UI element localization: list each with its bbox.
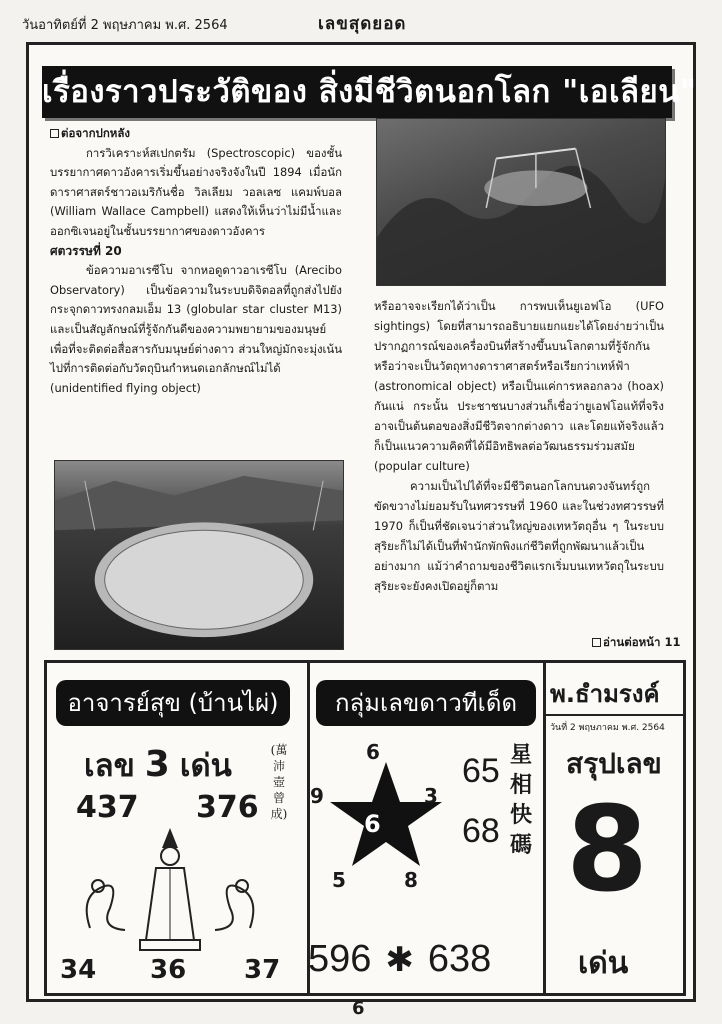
panel2-bottom-numbers: 596 ✱ 638 <box>308 938 492 980</box>
article-paragraph: ความเป็นไปได้ที่จะมีชีวิตนอกโลกบนดวงจันทร์ถูกขัดขวางไม่ยอมรับในทศวรรษที่ 1960 และในช่วงทศวรรษที่ 1970 ก็เป็นที่ชัดเจนว่าส่วนใหญ่ของเทหวัตถุอื่น ๆ ในระบบสุริยะก็ไม่ได้เป็นที่พำนักพักพิงแก่ชีวิตที่ถูกพัฒนาแล้วเป็นอย่างมาก แม้ว่าคำถามของชีวิตแรกเริ่มบนเทหวัตถุในระบบสุริยะจะยังคงเปิดอยู่ก็ตาม <box>374 479 664 593</box>
star-number: 6 <box>366 740 380 764</box>
panel1-number: 437 <box>76 790 139 825</box>
panel1-number: 376 <box>196 790 259 825</box>
article-column-right <box>374 296 664 596</box>
section-heading: ศตวรรษที่ 20 <box>50 243 122 258</box>
article-paragraph: หรืออาจจะเรียกได้ว่าเป็น การพบเห็นยูเอฟโอ (UFO sightings) โดยที่สามารถอธิบายแยกแยะได้โดยง่ายว่าเป็นปรากฏการณ์ของเครื่องบินที่สร้างขึ้นบนโลกตามที่รู้จักกันหรือว่าจะเป็นวัตถุทางดาราศาสตร์หรือเรียกว่าเทห์ฟ้า (astronomical object) หรือเป็นแค่การหลอกลวง (hoax) กันแน่ กระนั้น ประชาชนบางส่วนก็เชื่อว่ายูเอฟโอแท้ที่จริงอาจเป็นต้นตอของสิ่งมีชีวิตจากต่างดาว และโดยแท้จริงแล้ว ก็เป็นแนวความคิดที่ได้มีอิทธิพลต่อวัฒนธรรมร่วมสมัย (popular culture) <box>374 299 664 473</box>
asterisk-icon: ✱ <box>385 941 414 979</box>
panel2-title: กลุ่มเลขดาวทีเด็ด <box>316 680 536 726</box>
panel1-number: 34 <box>60 955 97 985</box>
article-column-left <box>50 124 342 398</box>
panel-divider <box>543 663 546 993</box>
panel3-title: พ.ธำมรงค์ <box>550 680 660 708</box>
page-number: 6 <box>352 998 365 1019</box>
panel1-side-text: (萬沛壺曾成) <box>270 743 288 821</box>
read-more-link[interactable]: อ่านต่อหน้า 11 <box>592 634 681 652</box>
panel1-lead: เลข 3 เด่น <box>84 744 232 785</box>
star-number: 6 <box>364 810 381 838</box>
panel1-number: 36 <box>150 955 187 985</box>
panel2-pair-number: 65 <box>462 752 500 790</box>
star-number: 5 <box>332 868 346 892</box>
star-number: 3 <box>424 784 438 808</box>
panel1-title: อาจารย์สุข (บ้านไผ่) <box>56 680 290 726</box>
article-title: เรื่องราวประวัติของ สิ่งมีชีวิตนอกโลก "เอเลียน" <box>42 66 672 118</box>
article-paragraph: ข้อความอาเรซีโบ จากหอดูดาวอาเรซีโบ (Arecibo Observatory) เป็นข้อความในระบบดิจิตอลที่ถูกส่งไปยังกระจุกดาวทรงกลมเอ็ม 13 (globular star cluster M13) และเป็นสัญลักษณ์ที่รู้จักกันดีของความพยายามของมนุษย์เพื่อที่จะติดต่อสื่อสารกับมนุษย์ต่างดาว ส่วนใหญ่มักจะมุ่งเน้นไปที่การติดต่อกับวัตถุบินกำหนดเอกลักษณ์ไม่ได้ (unidentified flying object) <box>50 263 342 395</box>
masthead: เลขสุดยอด <box>318 14 407 34</box>
panel3-big-number: 8 <box>566 780 649 918</box>
panel3-date: วันที่ 2 พฤษภาคม พ.ศ. 2564 <box>550 723 665 733</box>
panel3-rule <box>544 714 684 716</box>
star-number: 9 <box>310 784 324 808</box>
chinese-caption: 星相快碼 <box>509 742 532 858</box>
telescope-photo-top <box>376 118 666 286</box>
continued-from: ต่อจากปกหลัง <box>50 124 342 144</box>
issue-date: วันอาทิตย์ที่ 2 พฤษภาคม พ.ศ. 2564 <box>22 18 228 33</box>
article-paragraph: การวิเคราะห์สเปกตรัม (Spectroscopic) ของชั้นบรรยากาศดาวอังคารเริ่มขึ้นอย่างจริงจังในปี 1894 เมื่อนักดาราศาสตร์ชาวอเมริกันชื่อ วิลเลียม วอลเลซ แคมพ์บอล (William Wallace Campbell) แสดงให้เห็นว่าไม่มีน้ำและออกซิเจนอยู่ในชั้นบรรยากาศของดาวอังคาร <box>50 145 342 238</box>
panel3-summary-label: สรุปเลข <box>566 747 662 780</box>
monk-and-naga-illustration <box>70 818 270 958</box>
telescope-photo-bottom <box>54 460 344 650</box>
panel2-pair-number: 68 <box>462 812 500 850</box>
panel3-featured-label: เด่น <box>578 946 629 981</box>
star-number: 8 <box>404 868 418 892</box>
panel1-number: 37 <box>244 955 281 985</box>
